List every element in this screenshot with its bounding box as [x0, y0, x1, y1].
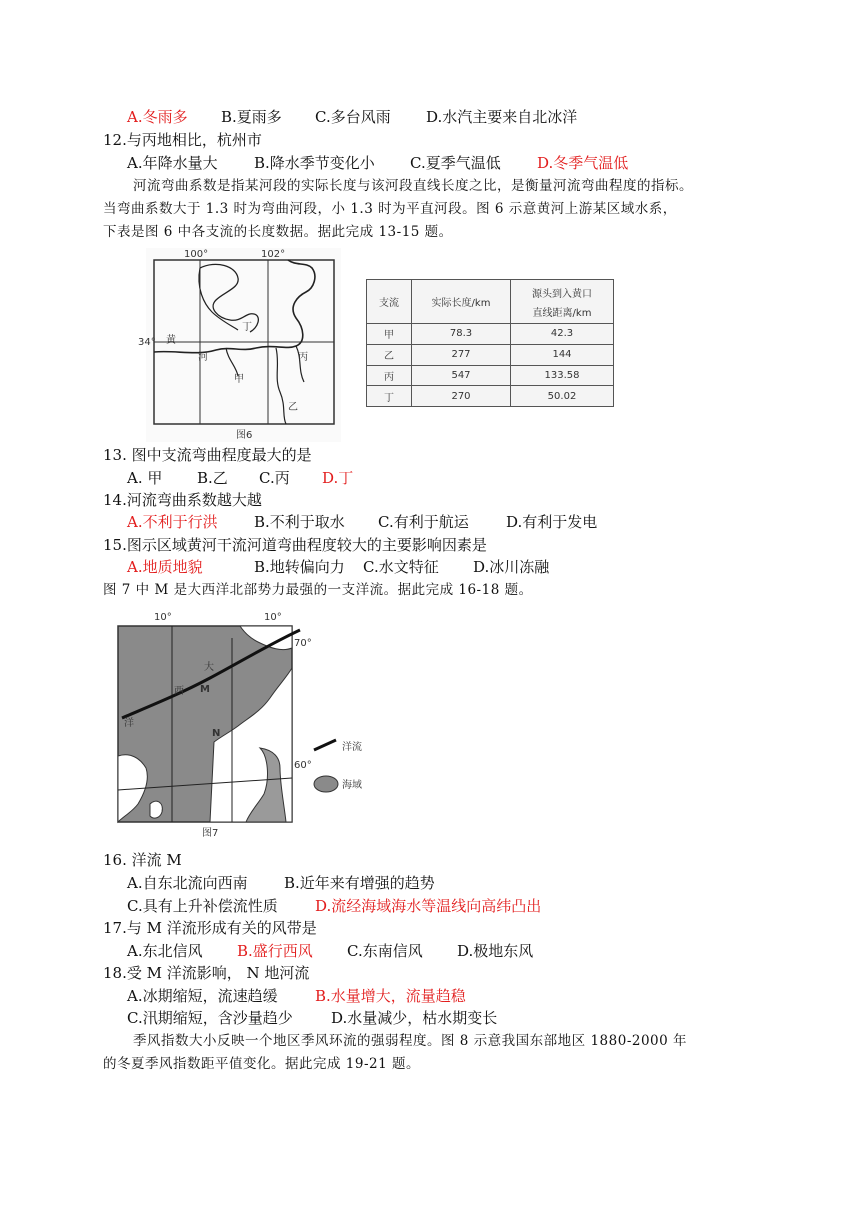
- fig7-xi: 西: [174, 686, 184, 697]
- table-row: 丙 547 133.58: [367, 365, 614, 386]
- fig7-n: N: [212, 728, 221, 739]
- q15-option-a: A.地质地貌: [127, 558, 203, 576]
- q18-option-d: D.水量减少，枯水期变长: [331, 1009, 498, 1027]
- q12-option-d: D.冬季气温低: [537, 154, 629, 172]
- fig7-lat70: 70°: [294, 638, 312, 649]
- q11-option-d: D.水汽主要来自北冰洋: [426, 108, 578, 126]
- q14-option-d: D.有利于发电: [506, 513, 598, 531]
- q18-option-b: B.水量增大，流量趋稳: [315, 987, 466, 1005]
- q16-option-d: D.流经海域海水等温线向高纬凸出: [315, 897, 542, 915]
- table-row: 甲 78.3 42.3: [367, 324, 614, 345]
- intro13-line2: 当弯曲系数大于 1.3 时为弯曲河段，小 1.3 时为平直河段。图 6 示意黄河上游某区域水系，: [103, 201, 677, 217]
- table-header-straight-distance: 源头到入黄口 直线距离/km: [511, 280, 614, 324]
- fig6-caption: 图6: [236, 430, 253, 441]
- fig7-lon1: 10°: [154, 612, 172, 623]
- table-row: 丁 270 50.02: [367, 386, 614, 407]
- q13-stem: 13. 图中支流弯曲程度最大的是: [103, 446, 312, 464]
- q12-option-b: B.降水季节变化小: [254, 154, 375, 172]
- intro19-line1: 季风指数大小反映一个地区季风环流的强弱程度。图 8 示意我国东部地区 1880-2000 年: [133, 1033, 688, 1049]
- q18-stem: 18.受 M 洋流影响， N 地河流: [103, 964, 310, 982]
- q16-option-b: B.近年来有增强的趋势: [284, 874, 435, 892]
- fig7-m: M: [200, 684, 210, 695]
- q17-option-c: C.东南信风: [347, 942, 423, 960]
- figure6-map: [138, 248, 341, 442]
- fig6-bing: 丙: [298, 352, 308, 363]
- fig7-lat60: 60°: [294, 760, 312, 771]
- fig7-da: 大: [204, 662, 214, 673]
- fig7-lon2: 10°: [264, 612, 282, 623]
- fig7-caption: 图7: [202, 828, 219, 839]
- q14-option-c: C.有利于航运: [378, 513, 469, 531]
- q14-option-a: A.不利于行洪: [127, 513, 218, 531]
- q11-option-c: C.多台风雨: [315, 108, 391, 126]
- fig6-lon1: 100°: [184, 249, 209, 260]
- q17-option-a: A.东北信风: [127, 942, 203, 960]
- q13-option-b: B.乙: [197, 469, 228, 487]
- q17-option-d: D.极地东风: [457, 942, 534, 960]
- q11-option-b: B.夏雨多: [221, 108, 282, 126]
- q15-option-b: B.地转偏向力: [254, 558, 345, 576]
- intro19-line2: 的冬夏季风指数距平值变化。据此完成 19-21 题。: [103, 1056, 420, 1072]
- intro16: 图 7 中 M 是大西洋北部势力最强的一支洋流。据此完成 16-18 题。: [103, 582, 533, 598]
- q13-option-d: D.丁: [322, 469, 354, 487]
- q14-stem: 14.河流弯曲系数越大越: [103, 491, 262, 509]
- tributary-length-table: [366, 279, 614, 407]
- q15-option-c: C.水文特征: [363, 558, 439, 576]
- q12-option-a: A.年降水量大: [127, 154, 218, 172]
- q12-option-c: C.夏季气温低: [410, 154, 501, 172]
- q15-stem: 15.图示区域黄河干流河道弯曲程度较大的主要影响因素是: [103, 536, 487, 554]
- legend-sea-label: 海域: [342, 780, 362, 791]
- intro13-line3: 下表是图 6 中各支流的长度数据。据此完成 13-15 题。: [103, 224, 453, 240]
- q18-option-a: A.冰期缩短，流速趋缓: [127, 987, 278, 1005]
- intro13-line1: 河流弯曲系数是指某河段的实际长度与该河段直线长度之比，是衡量河流弯曲程度的指标。: [133, 178, 693, 194]
- q14-option-b: B.不利于取水: [254, 513, 345, 531]
- q15-option-d: D.冰川冻融: [473, 558, 550, 576]
- q13-option-a: A. 甲: [127, 469, 163, 487]
- legend-sea-icon: [314, 776, 338, 792]
- q18-option-c: C.汛期缩短，含沙量趋少: [127, 1009, 293, 1027]
- fig6-he: 河: [198, 352, 208, 363]
- q11-option-a: A.冬雨多: [127, 108, 188, 126]
- q12-stem: 12.与丙地相比，杭州市: [103, 131, 262, 149]
- figure7-map: [110, 608, 372, 840]
- fig6-jia: 甲: [234, 374, 244, 385]
- q13-option-c: C.丙: [259, 469, 290, 487]
- fig6-yi: 乙: [288, 402, 298, 413]
- q16-option-a: A.自东北流向西南: [127, 874, 248, 892]
- fig6-lon2: 102°: [261, 249, 286, 260]
- fig6-lat: 34°: [138, 337, 156, 348]
- legend-current-label: 洋流: [342, 742, 362, 753]
- q17-option-b: B.盛行西风: [237, 942, 313, 960]
- fig6-ding: 丁: [242, 322, 252, 333]
- q17-stem: 17.与 M 洋流形成有关的风带是: [103, 919, 317, 937]
- table-row: 乙 277 144: [367, 344, 614, 365]
- table-header-tributary: 支流: [367, 280, 412, 324]
- q16-option-c: C.具有上升补偿流性质: [127, 897, 278, 915]
- q16-stem: 16. 洋流 M: [103, 851, 182, 869]
- table-header-actual-length: 实际长度/km: [412, 280, 511, 324]
- fig7-yang: 洋: [124, 718, 134, 729]
- fig6-huang: 黄: [166, 335, 176, 346]
